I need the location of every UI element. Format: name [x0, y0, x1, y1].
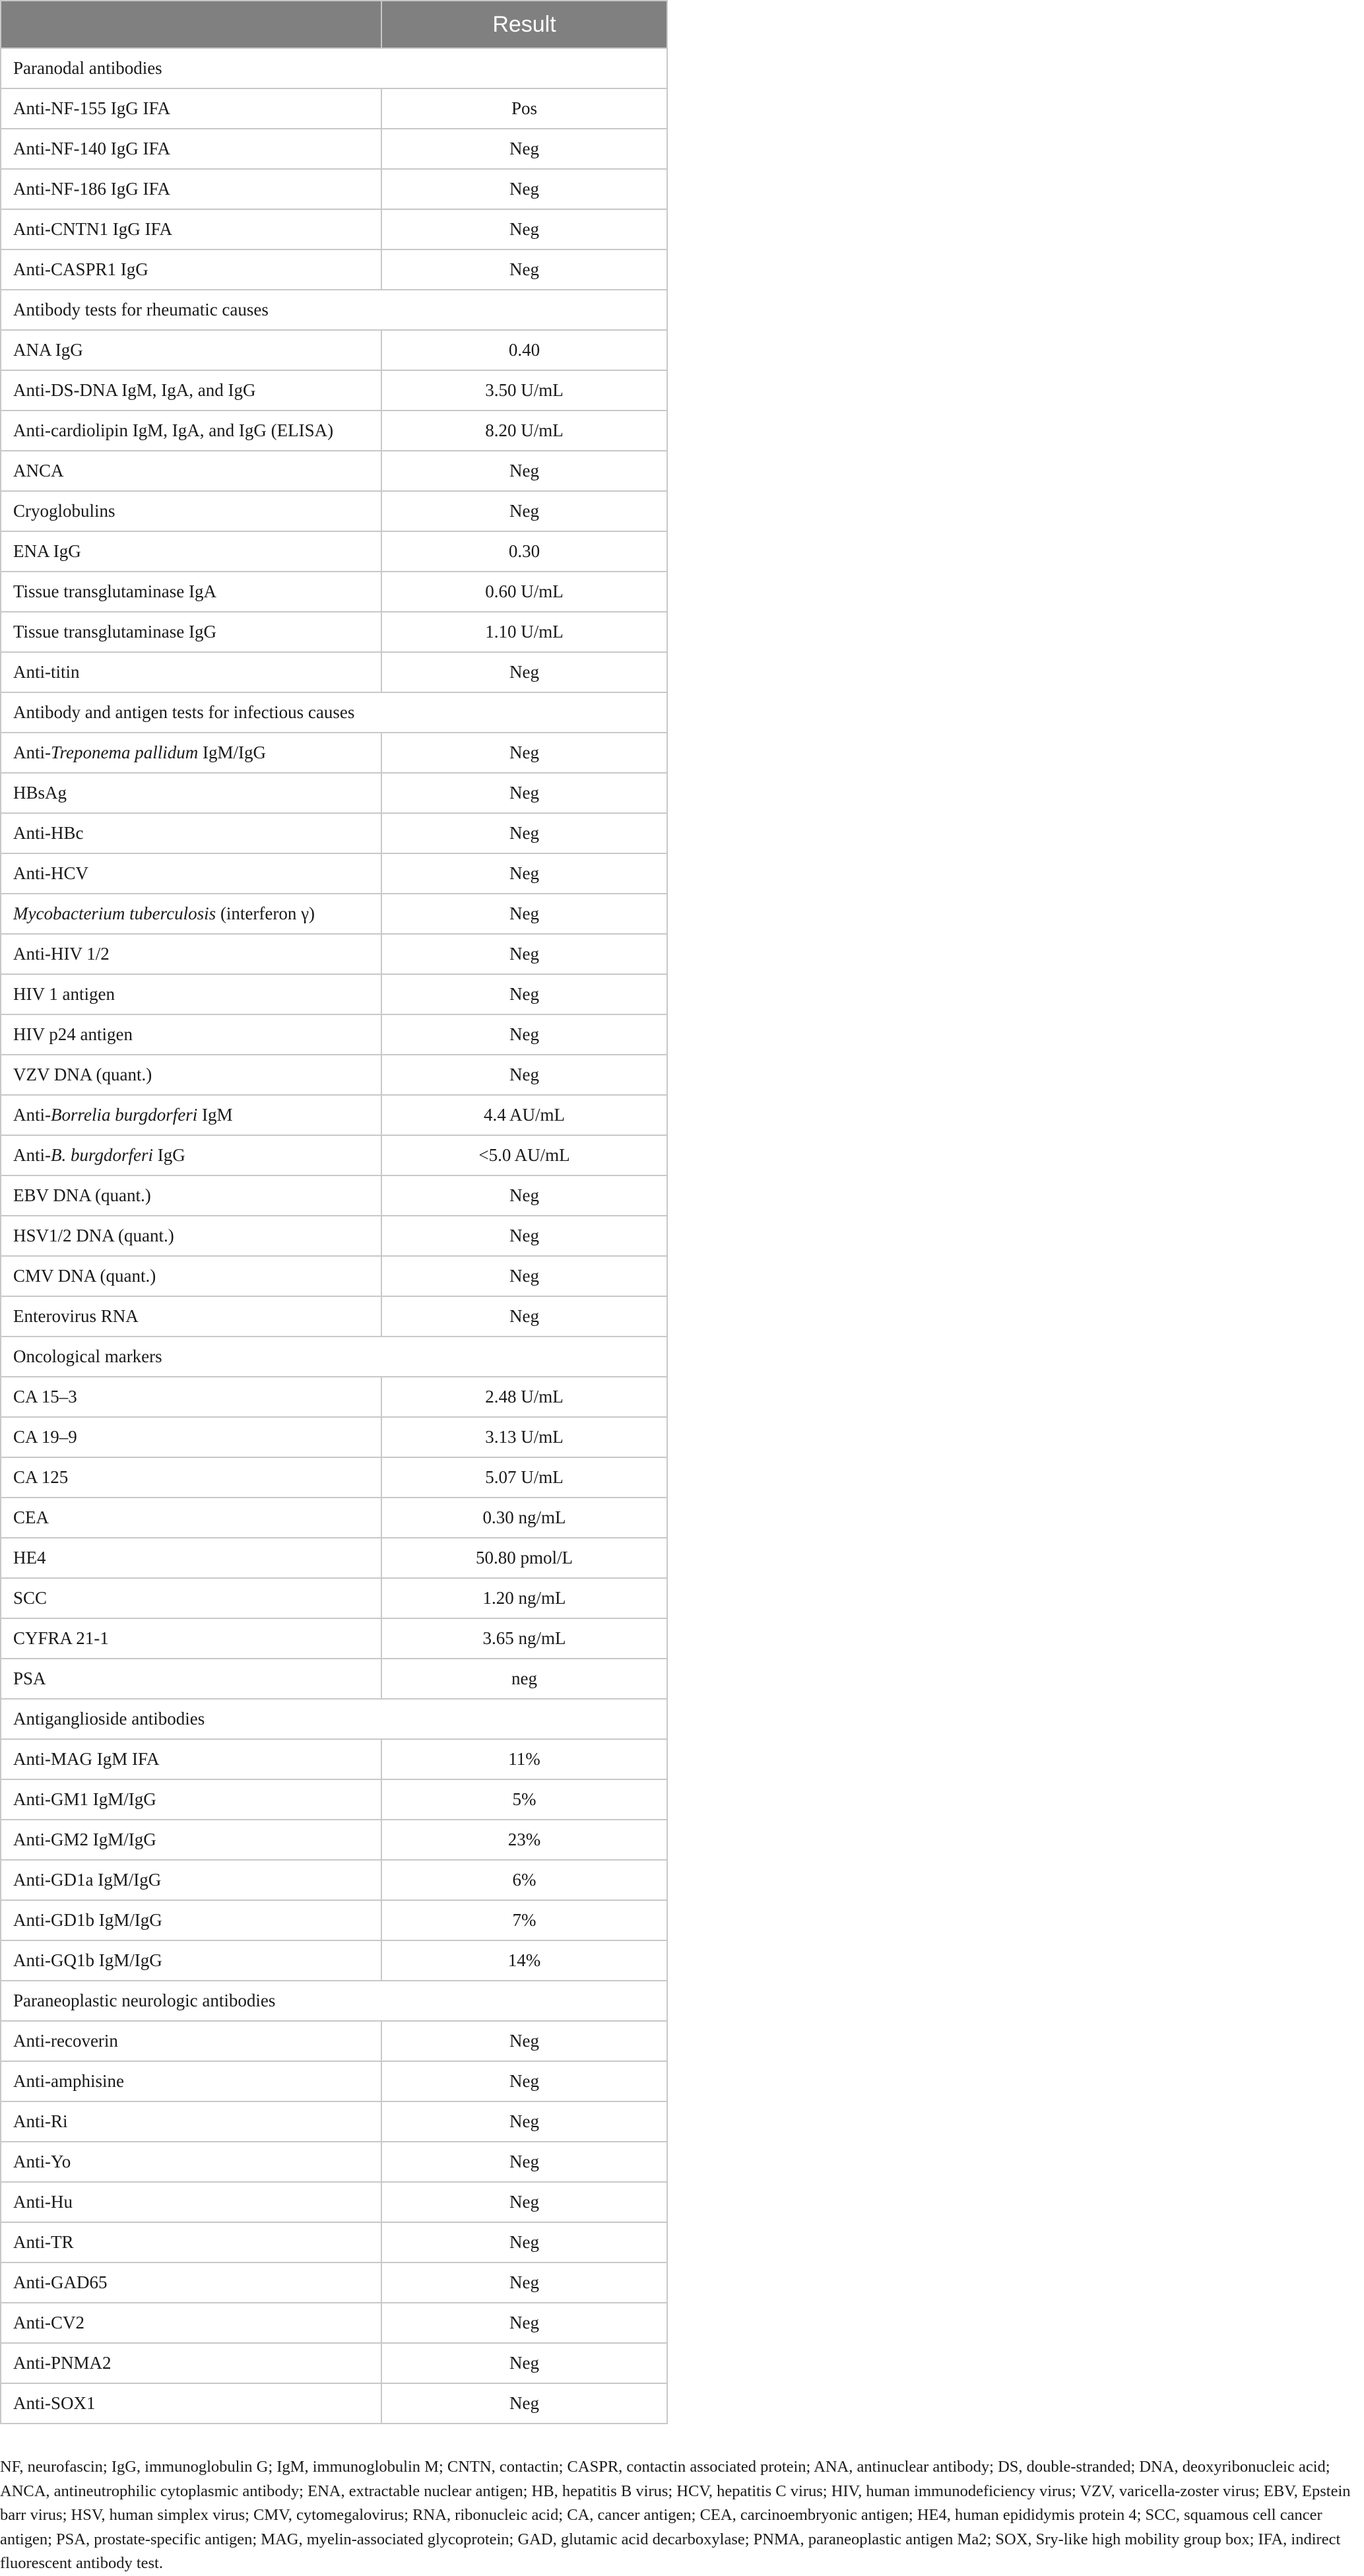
test-name-cell	[1, 1095, 381, 1135]
table-row	[1, 1457, 667, 1498]
test-name-cell: Anti-GM1 IgM/IgG	[1, 1779, 381, 1820]
table-row	[1, 572, 667, 612]
test-name-cell: CMV DNA (quant.)	[1, 1256, 381, 1296]
table-row	[1, 612, 667, 652]
table-row	[1, 652, 667, 692]
table-row	[1, 1820, 667, 1860]
result-value-cell: Neg	[381, 2101, 667, 2142]
result-value-cell: 5%	[381, 1779, 667, 1820]
test-name-prefix: Anti-	[13, 1105, 51, 1125]
section-title: Antiganglioside antibodies	[1, 1699, 667, 1739]
section-title: Antibody tests for rheumatic causes	[1, 290, 667, 330]
table-row	[1, 1498, 667, 1538]
result-value-cell: Neg	[381, 934, 667, 974]
test-name-cell: CYFRA 21-1	[1, 1618, 381, 1659]
test-name-cell: Anti-GQ1b IgM/IgG	[1, 1940, 381, 1981]
test-name-cell: ENA IgG	[1, 531, 381, 572]
table-row	[1, 2383, 667, 2424]
table-row	[1, 531, 667, 572]
test-name-cell: Anti-GM2 IgM/IgG	[1, 1820, 381, 1860]
result-value-cell: Neg	[381, 813, 667, 853]
result-value-cell: Neg	[381, 2383, 667, 2424]
test-name-cell: Anti-NF-186 IgG IFA	[1, 169, 381, 209]
result-value-cell: 0.60 U/mL	[381, 572, 667, 612]
table-row	[1, 169, 667, 209]
table-row	[1, 1377, 667, 1417]
table-row	[1, 2343, 667, 2383]
result-value-cell: Neg	[381, 1256, 667, 1296]
table-row	[1, 773, 667, 813]
table-row	[1, 894, 667, 934]
test-name-prefix: Anti-	[13, 743, 51, 762]
table-row	[1, 370, 667, 411]
result-value-cell: Neg	[381, 853, 667, 894]
result-value-cell: Neg	[381, 2182, 667, 2222]
test-name-cell: Enterovirus RNA	[1, 1296, 381, 1337]
result-value-cell: Neg	[381, 1296, 667, 1337]
test-name-cell: Anti-SOX1	[1, 2383, 381, 2424]
header-result-column: Result	[381, 1, 667, 48]
result-value-cell: 3.50 U/mL	[381, 370, 667, 411]
table-row	[1, 1417, 667, 1457]
test-name-prefix: Anti-	[13, 1145, 51, 1165]
test-name-cell: HSV1/2 DNA (quant.)	[1, 1216, 381, 1256]
result-value-cell: Neg	[381, 169, 667, 209]
table-row	[1, 2021, 667, 2061]
test-name-cell: EBV DNA (quant.)	[1, 1175, 381, 1216]
result-value-cell: Neg	[381, 1014, 667, 1055]
table-row	[1, 451, 667, 491]
test-name-cell: HBsAg	[1, 773, 381, 813]
result-value-cell: Neg	[381, 652, 667, 692]
test-name-cell: CA 125	[1, 1457, 381, 1498]
table-row	[1, 1538, 667, 1578]
result-value-cell: 0.30	[381, 531, 667, 572]
result-value-cell: Neg	[381, 2222, 667, 2262]
table-row	[1, 1216, 667, 1256]
result-value-cell: 14%	[381, 1940, 667, 1981]
result-value-cell: 1.20 ng/mL	[381, 1578, 667, 1618]
result-value-cell: 23%	[381, 1820, 667, 1860]
result-value-cell: Neg	[381, 209, 667, 249]
table-row	[1, 1175, 667, 1216]
section-header-row	[1, 48, 667, 88]
result-value-cell: Neg	[381, 2061, 667, 2101]
table-row	[1, 1095, 667, 1135]
test-name-cell: Tissue transglutaminase IgA	[1, 572, 381, 612]
table-row	[1, 411, 667, 451]
test-name-cell: ANA IgG	[1, 330, 381, 370]
result-value-cell: 50.80 pmol/L	[381, 1538, 667, 1578]
test-name-cell: SCC	[1, 1578, 381, 1618]
table-row	[1, 1618, 667, 1659]
result-value-cell: <5.0 AU/mL	[381, 1135, 667, 1175]
result-value-cell: Neg	[381, 249, 667, 290]
section-header-row	[1, 290, 667, 330]
organism-name: Treponema pallidum	[51, 743, 199, 762]
result-value-cell: Neg	[381, 1216, 667, 1256]
result-value-cell: 3.65 ng/mL	[381, 1618, 667, 1659]
result-value-cell: Neg	[381, 129, 667, 169]
test-name-cell: HIV p24 antigen	[1, 1014, 381, 1055]
header-test-column	[1, 1, 381, 48]
result-value-cell: 0.30 ng/mL	[381, 1498, 667, 1538]
result-value-cell: Neg	[381, 2343, 667, 2383]
results-table-container	[0, 0, 666, 2424]
result-value-cell: Neg	[381, 491, 667, 531]
test-name-cell: VZV DNA (quant.)	[1, 1055, 381, 1095]
test-name-cell: Anti-CV2	[1, 2303, 381, 2343]
table-row	[1, 1900, 667, 1940]
table-row	[1, 2222, 667, 2262]
test-name-cell: Anti-NF-140 IgG IFA	[1, 129, 381, 169]
test-name-cell: Anti-CASPR1 IgG	[1, 249, 381, 290]
section-header-row	[1, 1699, 667, 1739]
test-name-cell: Anti-DS-DNA IgM, IgA, and IgG	[1, 370, 381, 411]
result-value-cell: 5.07 U/mL	[381, 1457, 667, 1498]
test-name-cell: Anti-GD1b IgM/IgG	[1, 1900, 381, 1940]
table-row	[1, 813, 667, 853]
test-name-cell: CA 15–3	[1, 1377, 381, 1417]
result-value-cell: 8.20 U/mL	[381, 411, 667, 451]
section-title: Paraneoplastic neurologic antibodies	[1, 1981, 667, 2021]
table-row	[1, 330, 667, 370]
section-title: Paranodal antibodies	[1, 48, 667, 88]
test-name-cell: Anti-Ri	[1, 2101, 381, 2142]
test-name-cell: Anti-NF-155 IgG IFA	[1, 88, 381, 129]
test-name-cell: Anti-HBc	[1, 813, 381, 853]
table-row	[1, 733, 667, 773]
test-name-cell: Anti-MAG IgM IFA	[1, 1739, 381, 1779]
result-value-cell: Neg	[381, 2303, 667, 2343]
table-row	[1, 1779, 667, 1820]
section-header-row	[1, 692, 667, 733]
table-row	[1, 491, 667, 531]
test-name-cell: HIV 1 antigen	[1, 974, 381, 1014]
section-title: Oncological markers	[1, 1337, 667, 1377]
table-row	[1, 2182, 667, 2222]
test-name-cell: Anti-HIV 1/2	[1, 934, 381, 974]
results-table	[0, 0, 668, 2424]
test-name-cell: Anti-Hu	[1, 2182, 381, 2222]
table-row	[1, 1256, 667, 1296]
section-header-row	[1, 1337, 667, 1377]
result-value-cell: Neg	[381, 2142, 667, 2182]
table-row	[1, 1739, 667, 1779]
test-name-suffix: IgM	[197, 1105, 233, 1125]
table-row	[1, 853, 667, 894]
result-value-cell: Neg	[381, 894, 667, 934]
result-value-cell: Neg	[381, 2021, 667, 2061]
table-row	[1, 209, 667, 249]
result-value-cell: 1.10 U/mL	[381, 612, 667, 652]
test-name-cell: Anti-recoverin	[1, 2021, 381, 2061]
result-value-cell: Neg	[381, 1055, 667, 1095]
table-row	[1, 1135, 667, 1175]
result-value-cell: 4.4 AU/mL	[381, 1095, 667, 1135]
test-name-cell: Anti-HCV	[1, 853, 381, 894]
table-footnote: NF, neurofascin; IgG, immunoglobulin G; IgM, immunoglobulin M; CNTN, contactin; CASPR, contactin associated protein; ANA, antinuclear antibody; DS, double-stranded; DNA, deoxyribonucleic acid; ANCA, antineutrophilic cytoplasmic antibody; ENA, extractable nuclear antigen; HB, hepatitis B virus; HCV, hepatitis C virus; HIV, human immunodeficiency virus; VZV, varicella-zoster virus; EBV, Epstein barr virus; HSV, human simplex virus; CMV, cytomegalovirus; RNA, ribonucleic acid; CA, cancer antigen; CEA, carcinoembryonic antigen; HE4, human epididymis protein 4; SCC, squamous cell cancer antigen; PSA, prostate-specific antigen; MAG, myelin-associated glycoprotein; GAD, glutamic acid decarboxylase; PNMA, paraneoplastic antigen Ma2; SOX, Sry-like high mobility group box; IFA, indirect fluorescent antibody test.	[0, 2458, 1351, 2572]
result-value-cell: 11%	[381, 1739, 667, 1779]
result-value-cell: Neg	[381, 1175, 667, 1216]
result-value-cell: 7%	[381, 1900, 667, 1940]
table-row	[1, 1578, 667, 1618]
table-row	[1, 974, 667, 1014]
test-name-suffix: (interferon γ)	[216, 904, 315, 923]
result-value-cell: 6%	[381, 1860, 667, 1900]
table-row	[1, 934, 667, 974]
result-value-cell: 2.48 U/mL	[381, 1377, 667, 1417]
test-name-cell: Anti-titin	[1, 652, 381, 692]
section-header-row	[1, 1981, 667, 2021]
test-name-cell: Anti-TR	[1, 2222, 381, 2262]
test-name-cell: Anti-PNMA2	[1, 2343, 381, 2383]
organism-name: B. burgdorferi	[51, 1145, 153, 1165]
table-row	[1, 2142, 667, 2182]
table-row	[1, 88, 667, 129]
table-row	[1, 2262, 667, 2303]
table-body	[1, 48, 667, 2424]
result-value-cell: neg	[381, 1659, 667, 1699]
test-name-cell: Anti-GD1a IgM/IgG	[1, 1860, 381, 1900]
test-name-suffix: IgM/IgG	[198, 743, 267, 762]
table-row	[1, 1659, 667, 1699]
test-name-cell: CA 19–9	[1, 1417, 381, 1457]
test-name-cell: Anti-amphisine	[1, 2061, 381, 2101]
result-value-cell: 3.13 U/mL	[381, 1417, 667, 1457]
table-row	[1, 1860, 667, 1900]
organism-name: Borrelia burgdorferi	[51, 1105, 198, 1125]
table-row	[1, 129, 667, 169]
test-name-cell: ANCA	[1, 451, 381, 491]
test-name-cell: Anti-CNTN1 IgG IFA	[1, 209, 381, 249]
table-row	[1, 1055, 667, 1095]
result-value-cell: Neg	[381, 733, 667, 773]
test-name-cell: Anti-GAD65	[1, 2262, 381, 2303]
test-name-cell: CEA	[1, 1498, 381, 1538]
test-name-cell	[1, 894, 381, 934]
table-row	[1, 1014, 667, 1055]
result-value-cell: Pos	[381, 88, 667, 129]
table-row	[1, 2101, 667, 2142]
table-row	[1, 2061, 667, 2101]
test-name-cell	[1, 1135, 381, 1175]
result-value-cell: Neg	[381, 2262, 667, 2303]
organism-name: Mycobacterium tuberculosis	[13, 904, 216, 923]
test-name-cell: Anti-Yo	[1, 2142, 381, 2182]
result-value-cell: Neg	[381, 974, 667, 1014]
result-value-cell: Neg	[381, 451, 667, 491]
test-name-cell	[1, 733, 381, 773]
test-name-cell: PSA	[1, 1659, 381, 1699]
table-row	[1, 1940, 667, 1981]
test-name-cell: HE4	[1, 1538, 381, 1578]
table-header-row	[1, 1, 667, 48]
table-row	[1, 1296, 667, 1337]
test-name-suffix: IgG	[153, 1145, 185, 1165]
test-name-cell: Anti-cardiolipin IgM, IgA, and IgG (ELISA)	[1, 411, 381, 451]
test-name-cell: Tissue transglutaminase IgG	[1, 612, 381, 652]
table-row	[1, 249, 667, 290]
test-name-cell: Cryoglobulins	[1, 491, 381, 531]
section-title: Antibody and antigen tests for infectious causes	[1, 692, 667, 733]
result-value-cell: Neg	[381, 773, 667, 813]
table-row	[1, 2303, 667, 2343]
result-value-cell: 0.40	[381, 330, 667, 370]
